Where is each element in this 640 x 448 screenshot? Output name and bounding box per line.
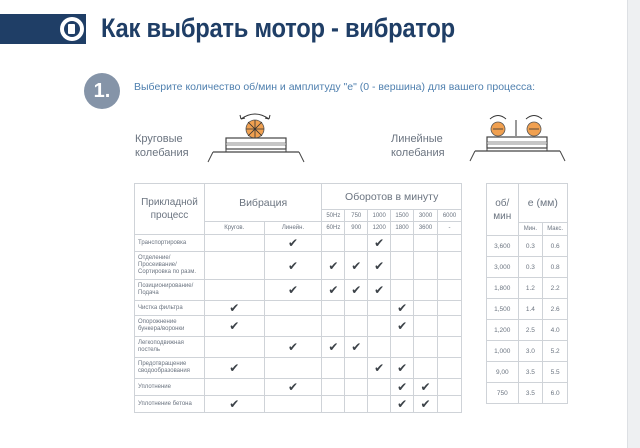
amplitude-max-cell: 5.5 [543, 362, 568, 383]
rpm-cell [368, 379, 391, 396]
vibration-linear-cell [264, 396, 322, 413]
amplitude-min-cell: 3.0 [518, 341, 543, 362]
process-name: Чистка фильтра [135, 301, 205, 316]
amplitude-rpm-cell: 750 [487, 383, 519, 404]
right-edge-band [628, 0, 640, 448]
circular-oscillation-label: Круговые колебания [135, 133, 189, 159]
rpm-cell [391, 280, 414, 301]
table-row [135, 379, 462, 396]
rpm-cell [368, 301, 391, 316]
empty-cell [437, 379, 461, 396]
empty-cell [437, 301, 461, 316]
rpm-cell: ✔ [368, 252, 391, 280]
process-header: Прикладной процесс [135, 184, 205, 235]
process-name: Отделение/ Просеивание/ Сортировка по разм. [135, 252, 205, 280]
process-name: Предотвращение сводообразования [135, 358, 205, 379]
amplitude-max-cell: 0.8 [543, 257, 568, 278]
rpm-cell: ✔ [322, 280, 345, 301]
min-header: Мин. [518, 223, 543, 236]
table-row [135, 280, 462, 301]
rpm-cell: ✔ [368, 280, 391, 301]
rpm-cell [414, 337, 438, 358]
rpm-cell [345, 316, 368, 337]
vibration-circular-cell: ✔ [204, 358, 264, 379]
table-row [487, 362, 568, 383]
vibration-circular-cell [204, 280, 264, 301]
rpm-cell [322, 379, 345, 396]
vibration-linear-cell [264, 358, 322, 379]
step-number: 1. [84, 73, 120, 109]
empty-cell [437, 396, 461, 413]
step-instruction: Выберите количество об/мин и амплитуду "е" (0 - вершина) для вашего процесса: [134, 81, 536, 93]
rpm-cell: ✔ [368, 235, 391, 252]
table-row [135, 337, 462, 358]
vibration-circular-cell: ✔ [204, 301, 264, 316]
max-header: Макс. [543, 223, 568, 236]
rpm-cell [345, 396, 368, 413]
vibration-circular-cell [204, 252, 264, 280]
vibration-linear-subheader: Линейн. [264, 222, 322, 235]
rpm-cell [414, 252, 438, 280]
amplitude-rpm-cell: 3,600 [487, 236, 519, 257]
linear-oscillation-label: Линейные колебания [391, 133, 445, 159]
amplitude-min-cell: 0.3 [518, 257, 543, 278]
amplitude-max-cell: 2.6 [543, 299, 568, 320]
vibration-circular-cell [204, 379, 264, 396]
amplitude-header: e (мм) [518, 184, 567, 223]
table-row [135, 235, 462, 252]
empty-cell [437, 358, 461, 379]
vibration-linear-cell: ✔ [264, 280, 322, 301]
rpm-cell [414, 280, 438, 301]
table-row [487, 236, 568, 257]
amplitude-min-cell: 2.5 [518, 320, 543, 341]
table-row [135, 316, 462, 337]
rpm-cell [368, 316, 391, 337]
amplitude-rpm-cell: 1,800 [487, 278, 519, 299]
process-name: Позиционирование/ Подача [135, 280, 205, 301]
table-row [135, 301, 462, 316]
circular-vibration-icon [205, 110, 305, 170]
table-row [487, 383, 568, 404]
rpm-cell: ✔ [391, 358, 414, 379]
table-row [135, 358, 462, 379]
rpm-cell [345, 235, 368, 252]
process-name: Опорожнение бункера/воронки [135, 316, 205, 337]
rpm-cell [322, 396, 345, 413]
rpm-cell: ✔ [322, 337, 345, 358]
linear-vibration-icon [466, 110, 570, 170]
vibration-linear-cell: ✔ [264, 337, 322, 358]
amplitude-min-cell: 3.5 [518, 383, 543, 404]
empty-cell [437, 280, 461, 301]
amplitude-min-cell: 0.3 [518, 236, 543, 257]
rpm-cell: ✔ [391, 301, 414, 316]
hz50-label: 50Hz [322, 210, 345, 222]
amplitude-rpm-cell: 1,000 [487, 341, 519, 362]
vibration-circular-cell: ✔ [204, 316, 264, 337]
rpm-cell [322, 358, 345, 379]
rpm-cell: ✔ [345, 252, 368, 280]
process-name: Уплотнение бетона [135, 396, 205, 413]
rpm-cell [345, 301, 368, 316]
vibration-header: Вибрация [204, 184, 321, 222]
table-row [487, 341, 568, 362]
rpm-cell [391, 235, 414, 252]
rpm-cell [345, 358, 368, 379]
amplitude-min-cell: 1.4 [518, 299, 543, 320]
amplitude-max-cell: 0.6 [543, 236, 568, 257]
rpm-cell [391, 252, 414, 280]
rpm-cell [322, 316, 345, 337]
rpm-cell: ✔ [345, 337, 368, 358]
table-row [487, 299, 568, 320]
vibration-circular-cell [204, 337, 264, 358]
rpm-cell: ✔ [322, 252, 345, 280]
rpm-cell [391, 337, 414, 358]
rpm-cell [414, 301, 438, 316]
vibration-circular-cell [204, 235, 264, 252]
amplitude-min-cell: 3.5 [518, 362, 543, 383]
empty-cell [437, 252, 461, 280]
table-row [135, 396, 462, 413]
motor-icon [60, 17, 84, 41]
vibration-linear-cell: ✔ [264, 379, 322, 396]
vibration-linear-cell: ✔ [264, 235, 322, 252]
page-title: Как выбрать мотор - вибратор [101, 13, 455, 43]
process-name: Легкоподвижная постель [135, 337, 205, 358]
empty-cell [437, 235, 461, 252]
rpm-header: Оборотов в минуту [322, 184, 462, 210]
table-row [135, 252, 462, 280]
rpm-cell [368, 337, 391, 358]
rpm-cell: ✔ [391, 316, 414, 337]
amplitude-max-cell: 5.2 [543, 341, 568, 362]
amplitude-max-cell: 4.0 [543, 320, 568, 341]
empty-cell [437, 337, 461, 358]
process-name: Уплотнение [135, 379, 205, 396]
vibration-circular-subheader: Кругов. [204, 222, 264, 235]
vibration-circular-cell: ✔ [204, 396, 264, 413]
amplitude-max-cell: 6.0 [543, 383, 568, 404]
rpm-column-header: об/ мин [487, 184, 519, 236]
hz60-label: 60Hz [322, 222, 345, 235]
rpm-cell: ✔ [345, 280, 368, 301]
process-table: Прикладной процесс Вибрация Оборотов в минуту 50Hz 750 1000 1500 3000 6000 Кругов. Линейн. 60Hz 900 1200 1800 3600 - Транспортировка ✔ ✔ Отделение/ Просеивание/ Сортировка по разм. ✔ ✔ ✔ ✔ Позиционирование/ Подача ✔ ✔ ✔ ✔ Чистка фильтра ✔ ✔ Опорожнение бункера/воронки ✔ ✔ Легкоподвижная постель ✔ ✔ ✔ Предотвращение сводообразования ✔ ✔ ✔ Уплотнение ✔ ✔ ✔ Уплотнение бетона ✔ ✔ ✔ [134, 183, 462, 413]
rpm-cell: ✔ [391, 379, 414, 396]
amplitude-rpm-cell: 1,500 [487, 299, 519, 320]
rpm-cell: ✔ [368, 358, 391, 379]
rpm-cell [322, 301, 345, 316]
rpm-cell [345, 379, 368, 396]
amplitude-rpm-cell: 9,00 [487, 362, 519, 383]
rpm-cell [322, 235, 345, 252]
empty-cell [437, 316, 461, 337]
amplitude-table [486, 183, 568, 404]
vibration-linear-cell [264, 301, 322, 316]
rpm-cell: ✔ [414, 396, 438, 413]
amplitude-min-cell: 1.2 [518, 278, 543, 299]
rpm-cell [414, 358, 438, 379]
amplitude-rpm-cell: 1,200 [487, 320, 519, 341]
process-name: Транспортировка [135, 235, 205, 252]
amplitude-rpm-cell: 3,000 [487, 257, 519, 278]
rpm-cell: ✔ [391, 396, 414, 413]
vibration-linear-cell [264, 316, 322, 337]
rpm-cell: ✔ [414, 379, 438, 396]
vibration-linear-cell: ✔ [264, 252, 322, 280]
rpm-cell [368, 396, 391, 413]
table-row [487, 278, 568, 299]
rpm-cell [414, 235, 438, 252]
table-row [487, 320, 568, 341]
rpm-cell [414, 316, 438, 337]
amplitude-max-cell: 2.2 [543, 278, 568, 299]
table-row [487, 257, 568, 278]
